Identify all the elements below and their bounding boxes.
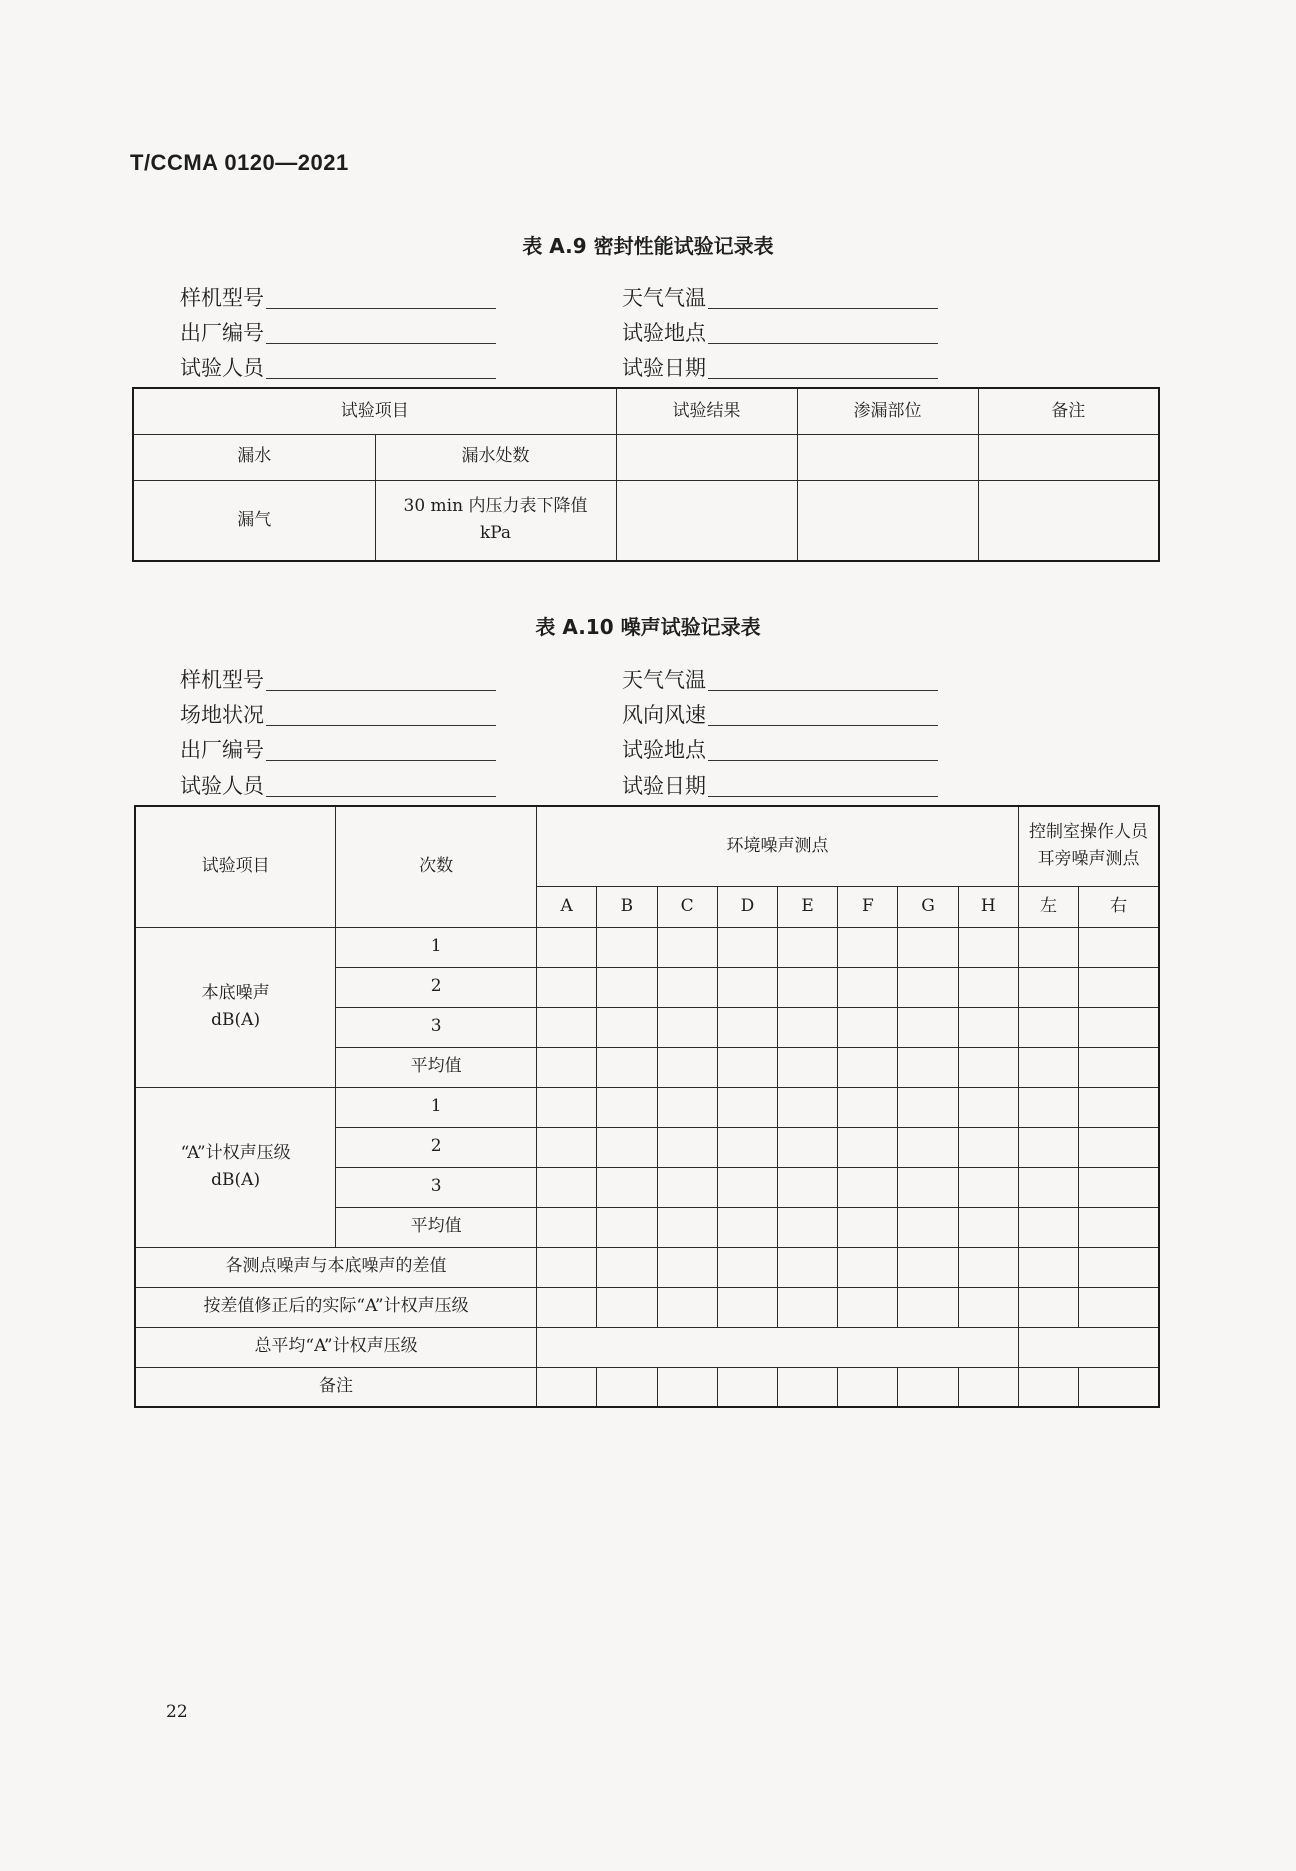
a10-group-background-noise: 本底噪声 dB(A) bbox=[135, 927, 336, 1087]
a10-cell[interactable] bbox=[1018, 1247, 1078, 1287]
a10-cell[interactable] bbox=[597, 1167, 657, 1207]
a10-cell[interactable] bbox=[657, 1007, 717, 1047]
a10-cell[interactable] bbox=[537, 1087, 597, 1127]
env-point-a: A bbox=[537, 886, 597, 927]
a10-cell[interactable] bbox=[1018, 1087, 1078, 1127]
a10-cell[interactable] bbox=[778, 1087, 838, 1127]
a10-cell[interactable] bbox=[597, 1007, 657, 1047]
a10-cell[interactable] bbox=[778, 1167, 838, 1207]
a10-cell[interactable] bbox=[838, 967, 898, 1007]
env-point-c: C bbox=[657, 886, 717, 927]
a10-cell[interactable] bbox=[717, 1287, 777, 1327]
a10-cell[interactable] bbox=[597, 1207, 657, 1247]
a9-row-air-leak-detail: 30 min 内压力表下降值 kPa bbox=[375, 480, 616, 561]
a10-cell[interactable] bbox=[657, 927, 717, 967]
a10-count: 2 bbox=[336, 967, 537, 1007]
a10-cell[interactable] bbox=[537, 967, 597, 1007]
a10-cell[interactable] bbox=[958, 1247, 1018, 1287]
a10-field-weather: 天气气温 bbox=[622, 664, 938, 694]
a9-cell[interactable] bbox=[978, 480, 1159, 561]
a10-cell[interactable] bbox=[898, 1367, 958, 1407]
a10-cell[interactable] bbox=[838, 1007, 898, 1047]
a9-field-model: 样机型号 bbox=[180, 282, 496, 312]
table-a10-title: 表 A.10 噪声试验记录表 bbox=[535, 615, 761, 639]
table-a9-title: 表 A.9 密封性能试验记录表 bbox=[522, 234, 774, 258]
a10-cell[interactable] bbox=[1079, 967, 1159, 1007]
a10-cell[interactable] bbox=[958, 967, 1018, 1007]
a10-cell[interactable] bbox=[597, 927, 657, 967]
a10-cell[interactable] bbox=[597, 1087, 657, 1127]
a10-row-corrected: 按差值修正后的实际“A”计权声压级 bbox=[135, 1287, 537, 1327]
a10-cell[interactable] bbox=[1018, 927, 1078, 967]
a10-cell[interactable] bbox=[717, 1087, 777, 1127]
a10-cell[interactable] bbox=[778, 927, 838, 967]
a9-field-date: 试验日期 bbox=[622, 352, 938, 382]
a10-cell[interactable] bbox=[657, 967, 717, 1007]
a10-count: 3 bbox=[336, 1007, 537, 1047]
a10-cell[interactable] bbox=[958, 1127, 1018, 1167]
a10-cell[interactable] bbox=[778, 1367, 838, 1407]
a9-cell[interactable] bbox=[616, 480, 797, 561]
a10-count-average: 平均值 bbox=[336, 1207, 537, 1247]
a10-cell[interactable] bbox=[898, 1127, 958, 1167]
a9-cell[interactable] bbox=[616, 434, 797, 480]
a9-field-weather: 天气气温 bbox=[622, 282, 938, 312]
a10-cell[interactable] bbox=[657, 1047, 717, 1087]
a10-cell[interactable] bbox=[717, 967, 777, 1007]
a10-cell[interactable] bbox=[1079, 1287, 1159, 1327]
a10-cell[interactable] bbox=[597, 1247, 657, 1287]
a10-cell[interactable] bbox=[898, 967, 958, 1007]
a10-cell[interactable] bbox=[778, 967, 838, 1007]
ctrl-point-left: 左 bbox=[1018, 886, 1078, 927]
ctrl-point-right: 右 bbox=[1079, 886, 1159, 927]
a10-cell[interactable] bbox=[537, 1047, 597, 1087]
a10-cell[interactable] bbox=[958, 1207, 1018, 1247]
a9-header-result: 试验结果 bbox=[616, 388, 797, 434]
a9-row-water-leak: 漏水 bbox=[133, 434, 375, 480]
a10-cell[interactable] bbox=[778, 1207, 838, 1247]
a10-cell[interactable] bbox=[1018, 1007, 1078, 1047]
a10-cell[interactable] bbox=[958, 1007, 1018, 1047]
a10-cell[interactable] bbox=[1079, 927, 1159, 967]
a10-count-average: 平均值 bbox=[336, 1047, 537, 1087]
a10-cell[interactable] bbox=[537, 1247, 597, 1287]
a10-field-model: 样机型号 bbox=[180, 664, 496, 694]
a10-cell[interactable] bbox=[597, 967, 657, 1007]
a10-cell[interactable] bbox=[898, 927, 958, 967]
a10-cell[interactable] bbox=[1018, 1167, 1078, 1207]
a10-cell[interactable] bbox=[958, 1167, 1018, 1207]
a10-cell[interactable] bbox=[838, 927, 898, 967]
a10-cell[interactable] bbox=[1079, 1087, 1159, 1127]
a9-header-remark: 备注 bbox=[978, 388, 1159, 434]
a10-cell[interactable] bbox=[597, 1367, 657, 1407]
a10-field-site: 场地状况 bbox=[180, 699, 496, 729]
a10-cell[interactable] bbox=[717, 1047, 777, 1087]
a10-cell[interactable] bbox=[717, 1247, 777, 1287]
a10-header-env-points: 环境噪声测点 bbox=[537, 806, 1019, 886]
a10-cell[interactable] bbox=[657, 1287, 717, 1327]
a10-cell[interactable] bbox=[597, 1287, 657, 1327]
a9-field-location: 试验地点 bbox=[622, 317, 938, 347]
a10-count: 1 bbox=[336, 927, 537, 967]
a10-cell[interactable] bbox=[1079, 1127, 1159, 1167]
a10-cell[interactable] bbox=[537, 1007, 597, 1047]
a10-cell[interactable] bbox=[958, 1047, 1018, 1087]
a10-cell[interactable] bbox=[1079, 1367, 1159, 1407]
a10-count: 2 bbox=[336, 1127, 537, 1167]
a10-cell[interactable] bbox=[838, 1247, 898, 1287]
a10-cell[interactable] bbox=[717, 1127, 777, 1167]
a10-header-count: 次数 bbox=[336, 806, 537, 927]
standard-code: T/CCMA 0120—2021 bbox=[130, 150, 349, 175]
a10-header-ctrl-points: 控制室操作人员 耳旁噪声测点 bbox=[1018, 806, 1159, 886]
a10-cell[interactable] bbox=[537, 1127, 597, 1167]
a10-cell[interactable] bbox=[1079, 1007, 1159, 1047]
a10-cell-total-ctrl[interactable] bbox=[1018, 1327, 1159, 1367]
a9-field-serial: 出厂编号 bbox=[180, 317, 496, 347]
a10-cell[interactable] bbox=[537, 1367, 597, 1407]
a10-group-a-weighted: “A”计权声压级 dB(A) bbox=[135, 1087, 336, 1247]
a10-cell[interactable] bbox=[898, 1287, 958, 1327]
a10-row-total: 总平均“A”计权声压级 bbox=[135, 1327, 537, 1367]
a10-cell[interactable] bbox=[657, 1367, 717, 1407]
a10-cell[interactable] bbox=[537, 1287, 597, 1327]
a9-header-item: 试验项目 bbox=[133, 388, 616, 434]
a10-cell[interactable] bbox=[838, 1167, 898, 1207]
a10-cell[interactable] bbox=[778, 1047, 838, 1087]
env-point-d: D bbox=[717, 886, 777, 927]
a10-cell[interactable] bbox=[898, 1047, 958, 1087]
a10-cell[interactable] bbox=[1079, 1167, 1159, 1207]
a9-row-air-leak: 漏气 bbox=[133, 480, 375, 561]
a10-cell[interactable] bbox=[1018, 1127, 1078, 1167]
a10-cell[interactable] bbox=[657, 1247, 717, 1287]
a10-cell[interactable] bbox=[958, 1087, 1018, 1127]
env-point-b: B bbox=[597, 886, 657, 927]
a10-cell[interactable] bbox=[537, 1207, 597, 1247]
a10-row-remark: 备注 bbox=[135, 1367, 537, 1407]
a10-cell[interactable] bbox=[898, 1087, 958, 1127]
a9-cell[interactable] bbox=[978, 434, 1159, 480]
a10-cell[interactable] bbox=[537, 1167, 597, 1207]
a10-cell[interactable] bbox=[898, 1167, 958, 1207]
a10-field-tester: 试验人员 bbox=[180, 770, 496, 800]
env-point-f: F bbox=[838, 886, 898, 927]
a10-cell[interactable] bbox=[898, 1007, 958, 1047]
a10-field-wind: 风向风速 bbox=[622, 699, 938, 729]
page-number: 22 bbox=[166, 1702, 188, 1722]
a10-cell[interactable] bbox=[1018, 1367, 1078, 1407]
a10-row-diff: 各测点噪声与本底噪声的差值 bbox=[135, 1247, 537, 1287]
a10-cell[interactable] bbox=[717, 1167, 777, 1207]
a10-cell[interactable] bbox=[898, 1247, 958, 1287]
a10-cell[interactable] bbox=[657, 1167, 717, 1207]
a9-header-leak-location: 渗漏部位 bbox=[797, 388, 978, 434]
a10-cell[interactable] bbox=[838, 1287, 898, 1327]
a10-header-item: 试验项目 bbox=[135, 806, 336, 927]
table-a9 bbox=[132, 387, 1160, 562]
a9-row-water-leak-detail: 漏水处数 bbox=[375, 434, 616, 480]
a10-cell[interactable] bbox=[838, 1207, 898, 1247]
a10-cell[interactable] bbox=[958, 927, 1018, 967]
a10-cell[interactable] bbox=[838, 1047, 898, 1087]
a10-cell[interactable] bbox=[778, 1127, 838, 1167]
a10-cell[interactable] bbox=[657, 1087, 717, 1127]
a10-cell[interactable] bbox=[898, 1207, 958, 1247]
a9-cell[interactable] bbox=[797, 480, 978, 561]
table-a10 bbox=[134, 805, 1160, 1408]
a10-field-serial: 出厂编号 bbox=[180, 734, 496, 764]
env-point-g: G bbox=[898, 886, 958, 927]
env-point-h: H bbox=[958, 886, 1018, 927]
a10-cell[interactable] bbox=[1079, 1247, 1159, 1287]
a10-cell[interactable] bbox=[537, 927, 597, 967]
a10-field-date: 试验日期 bbox=[622, 770, 938, 800]
a10-cell[interactable] bbox=[838, 1367, 898, 1407]
a10-cell[interactable] bbox=[597, 1047, 657, 1087]
a10-cell[interactable] bbox=[778, 1287, 838, 1327]
a9-cell[interactable] bbox=[797, 434, 978, 480]
a10-field-location: 试验地点 bbox=[622, 734, 938, 764]
a10-cell[interactable] bbox=[1079, 1047, 1159, 1087]
a10-cell[interactable] bbox=[597, 1127, 657, 1167]
a10-cell[interactable] bbox=[958, 1287, 1018, 1327]
a10-cell[interactable] bbox=[1079, 1207, 1159, 1247]
a10-cell[interactable] bbox=[717, 927, 777, 967]
a10-cell[interactable] bbox=[1018, 1287, 1078, 1327]
a10-cell[interactable] bbox=[778, 1007, 838, 1047]
a10-cell[interactable] bbox=[778, 1247, 838, 1287]
a10-cell-total-env[interactable] bbox=[537, 1327, 1019, 1367]
a10-cell[interactable] bbox=[838, 1087, 898, 1127]
a10-cell[interactable] bbox=[838, 1127, 898, 1167]
a10-count: 1 bbox=[336, 1087, 537, 1127]
a10-cell[interactable] bbox=[717, 1207, 777, 1247]
a10-cell[interactable] bbox=[717, 1007, 777, 1047]
env-point-e: E bbox=[778, 886, 838, 927]
a10-cell[interactable] bbox=[1018, 1047, 1078, 1087]
a10-cell[interactable] bbox=[657, 1207, 717, 1247]
a10-cell[interactable] bbox=[717, 1367, 777, 1407]
a10-cell[interactable] bbox=[657, 1127, 717, 1167]
a10-cell[interactable] bbox=[1018, 1207, 1078, 1247]
a10-cell[interactable] bbox=[958, 1367, 1018, 1407]
a9-field-tester: 试验人员 bbox=[180, 352, 496, 382]
a10-cell[interactable] bbox=[1018, 967, 1078, 1007]
a10-count: 3 bbox=[336, 1167, 537, 1207]
